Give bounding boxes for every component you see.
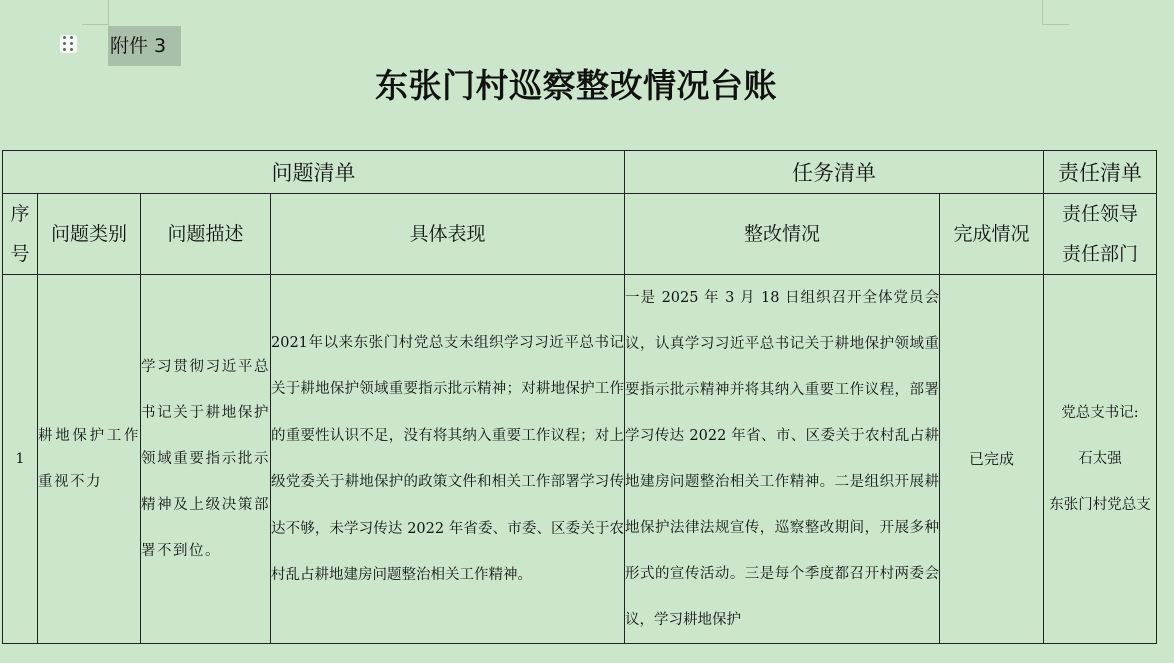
column-header-row	[3, 194, 1157, 275]
row-seq: 1	[3, 275, 38, 644]
row-status: 已完成	[940, 275, 1044, 644]
group-tasks: 任务清单	[625, 151, 1044, 194]
header-leader: 责任领导	[1061, 203, 1138, 225]
header-department: 责任部门	[1061, 243, 1138, 265]
document-title: 东张门村巡察整改情况台账	[375, 66, 777, 105]
header-seq	[3, 194, 38, 275]
header-rectification: 整改情况	[625, 194, 940, 275]
drag-handle-icon[interactable]	[60, 35, 77, 53]
row-rectification: 一是 2025 年 3 月 18 日组织召开全体党员会议，认真学习习近平总书记关于耕地保护领域重要指示批示精神并将其纳入重要工作议程，部署学习传达 2022 年省、市、区委关于农村乱占耕地建房问题整治相关工作精神。二是组织开展耕地保护法律法规宣传，巡察整改期间，开展多种形式的宣传活动。三是每个季度都召开村两委会议，学习耕地保护	[625, 290, 939, 628]
header-seq-top: 序	[10, 203, 30, 225]
attachment-label[interactable]: 附件 3	[108, 26, 181, 66]
row-department: 东张门村党总支	[1049, 497, 1151, 513]
header-seq-bottom: 号	[10, 243, 30, 265]
row-category: 耕地保护工作重视不力	[38, 275, 141, 644]
table-row	[3, 275, 1157, 644]
row-responsibility	[1044, 275, 1157, 644]
header-responsibility	[1044, 194, 1157, 275]
row-detail: 2021年以来东张门村党总支未组织学习习近平总书记关于耕地保护领域重要指示批示精神；对耕地保护工作的重要性认识不足，没有将其纳入重要工作议程；对上级党委关于耕地保护的政策文件和相关工作部署学习传达不够，未学习传达 2022 年省委、市委、区委关于农村乱占耕地建房问题整治相关工作精神。	[271, 275, 625, 644]
group-header-row	[3, 151, 1157, 194]
crop-mark-top-right	[1042, 0, 1069, 25]
row-leader-name: 石太强	[1078, 451, 1122, 467]
header-category: 问题类别	[38, 194, 141, 275]
row-rectification-cell	[625, 275, 940, 644]
crop-mark-top-left	[82, 0, 109, 25]
group-responsibility: 责任清单	[1044, 151, 1157, 194]
header-detail: 具体表现	[271, 194, 625, 275]
header-status: 完成情况	[940, 194, 1044, 275]
row-leader-title: 党总支书记:	[1061, 405, 1139, 421]
row-description: 学习贯彻习近平总书记关于耕地保护领域重要指示批示精神及上级决策部署不到位。	[141, 275, 271, 644]
group-issues: 问题清单	[3, 151, 625, 194]
rectification-ledger-table	[2, 150, 1157, 644]
header-description: 问题描述	[141, 194, 271, 275]
